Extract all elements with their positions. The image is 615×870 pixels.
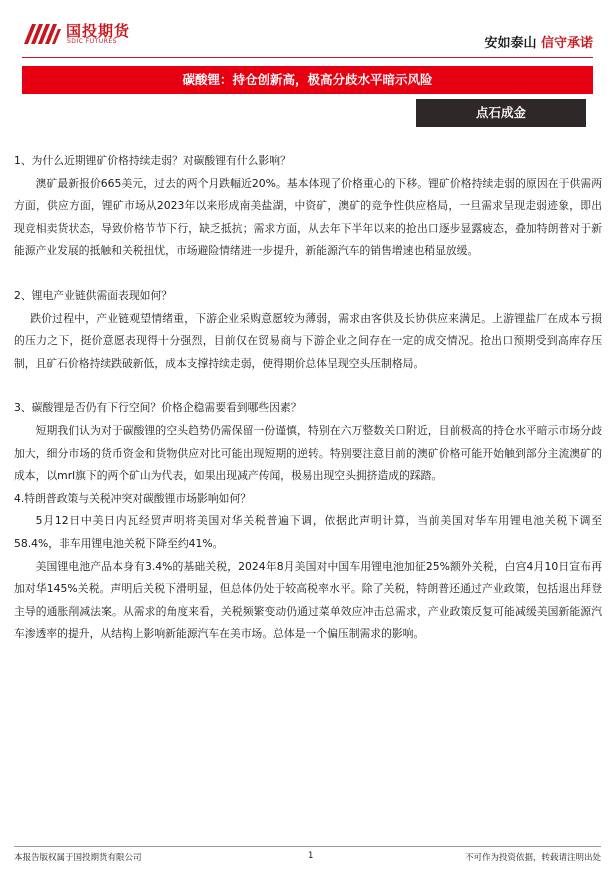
section-3-question: 3、碳酸锂是否仍有下行空间？价格企稳需要看到哪些因素？: [14, 401, 302, 415]
footer-disclaimer: 不可作为投资依据，转载请注明出处: [464, 853, 601, 863]
section-3-paragraph: 短期我们认为对于碳酸锂的空头趋势仍需保留一份谨慎，特别在六万整数关口附近，目前极高的持仓水平暗示市场分歧加大，细分市场的货币资金和货物供应对比可能出现短期的逆转。特别要注意目前的澳矿价格可能开始触到部分主流澳矿的成本，以mrl旗下的两个矿山为代表，如果出现减产传闻，极易出现空头拥挤造成的踩踏。: [14, 423, 602, 483]
section-2-question: 2、锂电产业链供需面表现如何？: [14, 288, 173, 302]
footer-divider: [14, 846, 601, 847]
section-4-question: 4.特朗普政策与关税冲突对碳酸锂市场影响如何？: [14, 491, 252, 505]
header-divider: [22, 57, 593, 58]
page-number: 1: [308, 851, 314, 861]
section-1-paragraph: 澳矿最新报价665美元，过去的两个月跌幅近20%。基本体现了价格重心的下移。锂矿价格持续走弱的原因在于供需两方面，供应方面，锂矿市场从2023年以来形成南美盐湖，中资矿，澳矿的竞争性供应格局，一旦需求呈现走弱迹象，即出现竞相卖货状态，导致价格节节下行，缺乏抵抗；需求方面，从去年下半年以来的抢出口逐步显露疲态，叠加特朗普对于新能源产业发展的抵触和关税扭忧，市场避险情绪进一步提升，新能源汽车的销售增速也稍显放缓。: [14, 176, 602, 258]
header-slogan: [484, 32, 593, 51]
logo-english-name: SDIC FUTURES: [67, 38, 117, 45]
report-title: 碳酸锂：持仓创新高，极高分歧水平暗示风险: [22, 66, 593, 94]
section-4-paragraph-1: 5月12日中美日内瓦经贸声明将美国对华关税普遍下调，依据此声明计算，当前美国对华车用锂电池关税下调至58.4%，非车用锂电池关税下降至约41%。: [14, 514, 602, 550]
logo-chinese-name: 国投期货: [66, 22, 131, 40]
logo-mark-icon: [22, 20, 62, 46]
section-4-paragraph-2: 美国锂电池产品本身有3.4%的基础关税，2024年8月美国对中国车用锂电池加征25%额外关税，白宫4月10日宣布再加对华145%关税。声明后关税下滑明显，但总体仍处于较高税率水平。除了关税，特朗普还通过产业政策，包括退出拜登主导的通胀削减法案。从需求的角度来看，关税频繁变动仍通过菜单效应冲击总需求，产业政策反复可能减缓美国新能源汽车渗透率的提升，从结构上影响新能源汽车在美市场。总体是一个偏压制需求的影响。: [14, 559, 602, 641]
column-tag: 点石成金: [416, 99, 586, 127]
spacer: [14, 375, 602, 397]
section-1-question: 1、为什么近期锂矿价格持续走弱？对碳酸锂有什么影响？: [14, 154, 291, 167]
spacer: [14, 263, 602, 285]
section-2-paragraph: 跌价过程中，产业链观望情绪重，下游企业采购意愿较为薄弱，需求由客供及长协供应来满足。上游锂盐厂在成本亏损的压力之下，挺价意愿表现得十分强烈，目前仅在贸易商与下游企业之间存在一定的成交情况。抢出口预期受到高库存压制，且矿石价格持续跌破新低，成本支撑持续走弱，使得期价总体呈现空头压制格局。: [14, 311, 602, 370]
report-body: [14, 150, 602, 646]
page-header: [0, 0, 615, 58]
company-logo: [22, 20, 147, 50]
footer-copyright: 本报告版权属于国投期货有限公司: [14, 853, 142, 863]
slogan-part1: 安如泰山: [484, 36, 537, 51]
slogan-part2: 信守承诺: [540, 36, 593, 51]
